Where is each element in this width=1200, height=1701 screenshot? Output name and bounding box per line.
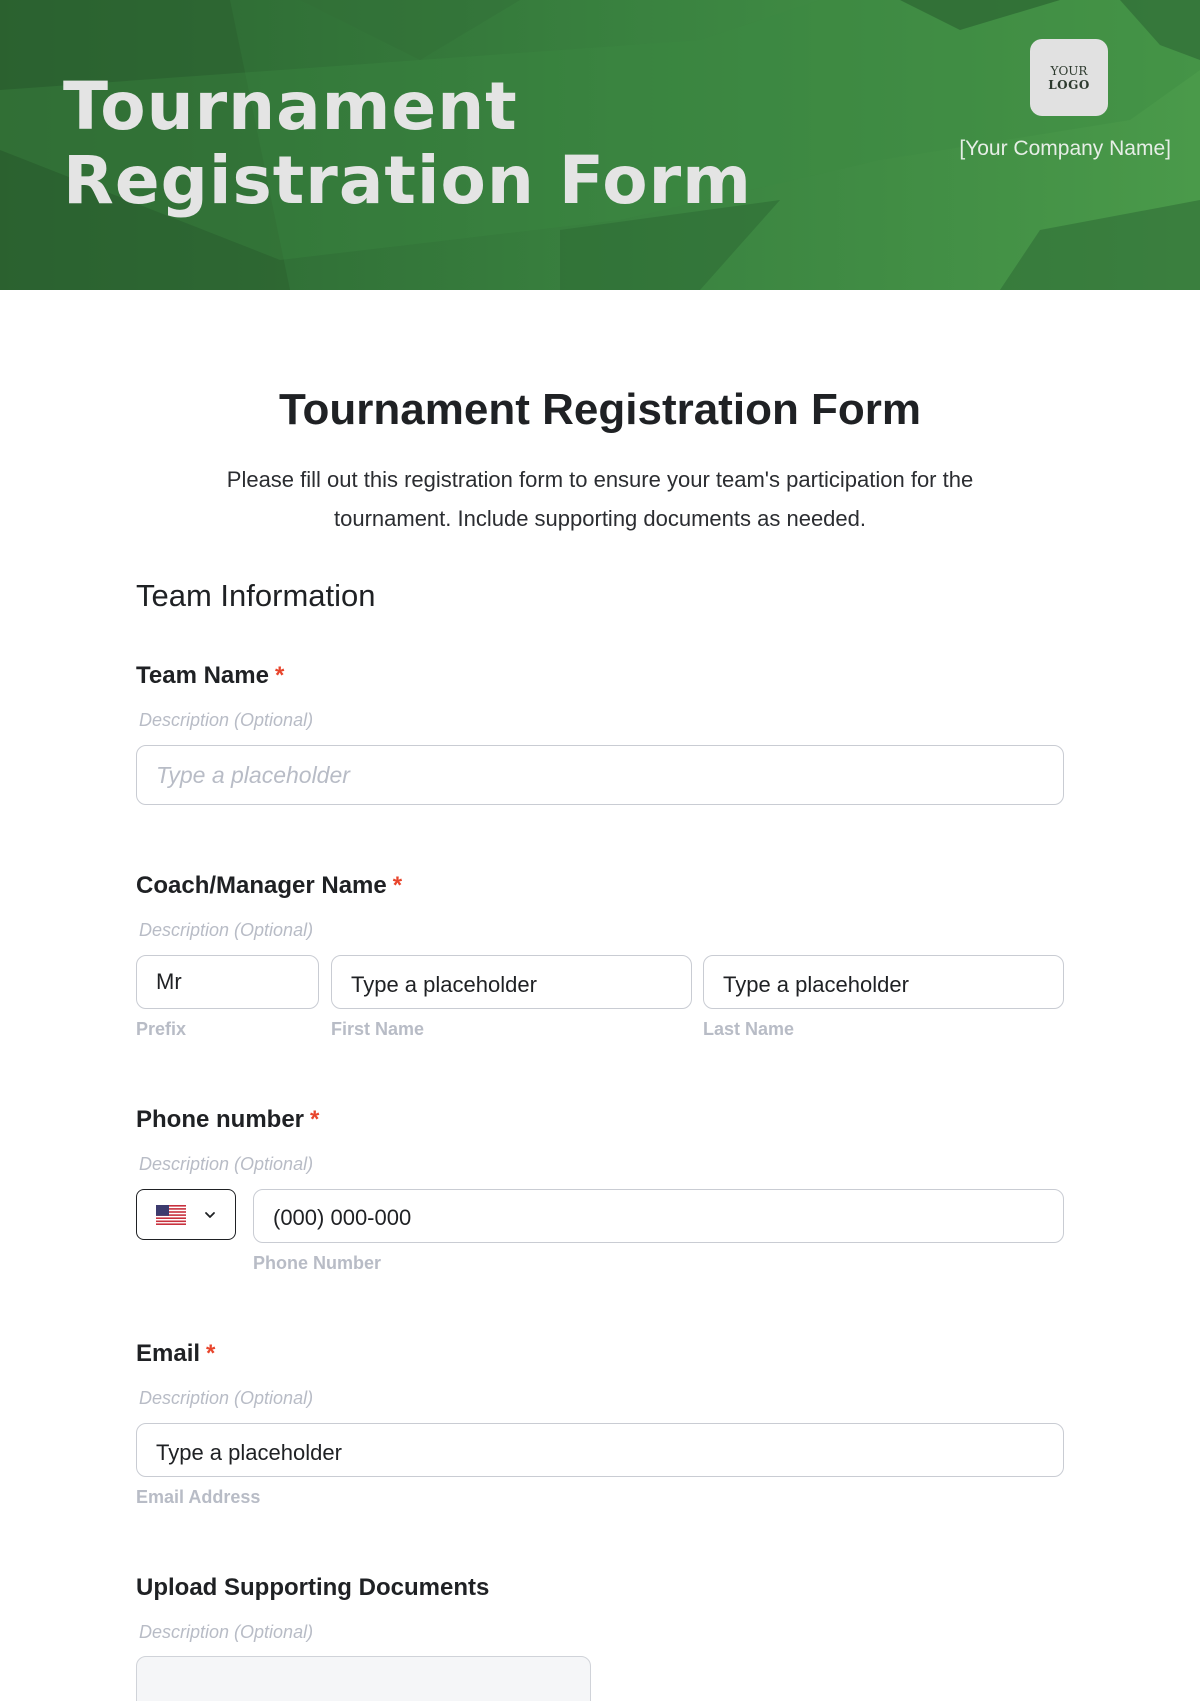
last-name-input[interactable] <box>703 955 1064 1009</box>
phone-number-caption: Phone Number <box>253 1253 382 1273</box>
first-name-input[interactable] <box>331 955 692 1009</box>
email-caption: Email Address <box>136 1487 261 1507</box>
required-asterisk: * <box>392 872 403 899</box>
email-input[interactable] <box>136 1423 1064 1477</box>
chevron-down-icon <box>203 1208 217 1222</box>
last-name-value: Type a placeholder <box>723 972 909 997</box>
country-code-select[interactable] <box>136 1189 236 1240</box>
phone-description: Description (Optional) <box>139 1154 314 1174</box>
first-name-caption: First Name <box>331 1019 425 1039</box>
upload-documents-label <box>136 1573 489 1603</box>
team-name-input[interactable] <box>136 745 1064 805</box>
company-logo <box>1030 39 1108 116</box>
team-name-placeholder: Type a placeholder <box>156 761 350 788</box>
prefix-input[interactable] <box>136 955 319 1009</box>
phone-label-text: Phone number <box>136 1106 305 1133</box>
email-description: Description (Optional) <box>139 1388 314 1408</box>
us-flag-icon <box>156 1205 186 1225</box>
upload-documents-label-text: Upload Supporting Documents <box>136 1574 490 1601</box>
team-name-label-text: Team Name <box>136 662 269 689</box>
banner-title-line2: Registration Form <box>63 142 752 219</box>
last-name-caption: Last Name <box>703 1019 795 1039</box>
team-name-label <box>136 661 284 691</box>
first-name-value: Type a placeholder <box>351 972 537 997</box>
required-asterisk: * <box>206 1340 216 1367</box>
banner-title-line1: Tournament <box>63 68 518 145</box>
header-banner <box>0 0 1200 290</box>
team-name-description: Description (Optional) <box>139 710 314 730</box>
email-label-text: Email <box>136 1340 201 1367</box>
required-asterisk: * <box>274 662 285 689</box>
form-description: Please fill out this registration form to ensure your team's participation for the tournament. Include supporting documents as needed. <box>226 467 974 531</box>
email-value: Type a placeholder <box>156 1440 342 1465</box>
prefix-caption: Prefix <box>136 1019 187 1039</box>
phone-number-value: (000) 000-000 <box>273 1205 412 1230</box>
file-upload-dropzone[interactable] <box>136 1656 591 1701</box>
form-title: Tournament Registration Form <box>278 385 922 434</box>
coach-name-label-text: Coach/Manager Name <box>136 872 387 899</box>
upload-documents-description: Description (Optional) <box>139 1622 314 1642</box>
phone-number-input[interactable] <box>253 1189 1064 1243</box>
email-label <box>136 1339 215 1369</box>
section-title-team-information: Team Information <box>136 578 376 613</box>
logo-text-bottom: LOGO <box>1048 77 1090 92</box>
company-name: [Your Company Name] <box>959 137 1171 160</box>
banner-title <box>63 70 823 218</box>
phone-label <box>136 1105 319 1135</box>
required-asterisk: * <box>310 1106 320 1133</box>
prefix-value: Mr <box>156 969 182 994</box>
coach-name-description: Description (Optional) <box>139 920 314 940</box>
coach-name-label <box>136 871 402 901</box>
logo-text-top: YOUR <box>1050 63 1088 78</box>
